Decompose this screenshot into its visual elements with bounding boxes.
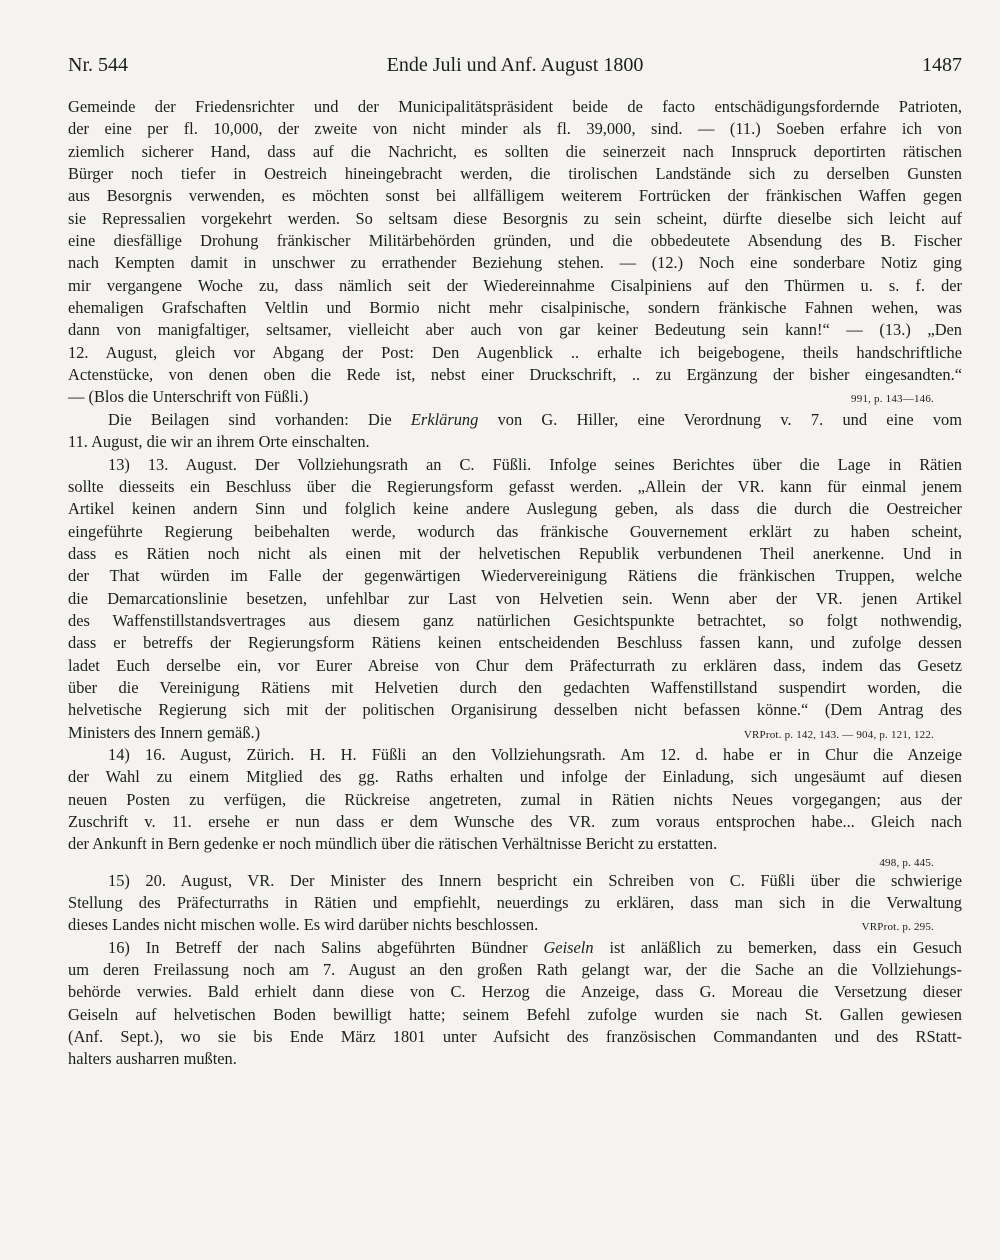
text-line: halters ausharren mußten. [68, 1049, 237, 1069]
text-line: dass es Rätien noch nicht als einen mit der helvetischen Republik verbundenen Theil anerkenne. Und in [68, 543, 962, 563]
text-line: der Wahl zu einem Mitglied des gg. Raths erhalten und infolge der Einladung, sich ungesäumt auf diesen [68, 767, 962, 787]
text-line: Geiseln auf helvetischen Boden bewilligt hatte; seinem Befehl zufolge wurden sie nach St. Gallen gewiesen [68, 1004, 962, 1024]
paragraph-end-with-reference [68, 722, 962, 744]
text-line: Ministers des Innern gemäß.) [68, 722, 261, 742]
text-line: dann von manigfaltiger, seltsamer, vielleicht aber auch von gar keiner Bedeutung sein kann!“ — (13.) „Den [68, 320, 962, 340]
italic-term: Geiseln [543, 937, 594, 957]
text-line: Actenstücke, von denen oben die Rede ist, nebst einer Druckschrift, .. zu Ergänzung der bisher eingesandten.“ [68, 365, 962, 385]
text-line: (Anf. Sept.), wo sie bis Ende März 1801 unter Aufsicht des französischen Commandanten und des RStatt- [68, 1027, 962, 1047]
text-line: des Waffenstillstandsvertrages aus diesem ganz natürlichen Gesichtspunkte betrachtet, so folgt nothwendig, [68, 610, 962, 630]
text-line: behörde verwies. Bald erhielt dann diese von C. Herzog die Anzeige, dass G. Moreau die Versetzung dieser [68, 982, 962, 1002]
text-line: die Demarcationslinie besetzen, unfehlbar zur Last von Helvetien sein. Wenn aber der VR. jenen Artikel [68, 588, 962, 608]
text-line: aus Besorgnis verwenden, es möchten sonst bei allfälligem weiterem Fortrücken der fränkischen Waffen gegen [68, 186, 962, 206]
page-number: 1487 [922, 54, 962, 76]
italic-term: Erklärung [410, 409, 479, 429]
paragraph-end-with-reference [68, 386, 962, 408]
text-line: helvetische Regierung sich mit der politischen Organisirung desselben nicht befassen könne.“ (Dem Antrag des [68, 700, 962, 720]
text-line [68, 409, 962, 431]
source-reference-text: 498, p. 445. [879, 856, 934, 869]
text-line: Zuschrift v. 11. ersehe er nun dass er dem Wunsche des VR. zum voraus entsprochen habe... Gleich nach [68, 812, 962, 831]
text-line: Stellung des Präfecturraths in Rätien und empfiehlt, neuerdings zu erklären, dass man sich in die Verwaltung [68, 893, 962, 913]
text-line: dieses Landes nicht mischen wolle. Es wird darüber nichts beschlossen. [68, 915, 539, 935]
text-line: — (Blos die Unterschrift von Füßli.) [68, 387, 309, 407]
text-segment: 16) In Betreff der nach Salins abgeführten Bündner [108, 937, 544, 957]
text-line: Gemeinde der Friedensrichter und der Municipalitätspräsident beide de facto entschädigungsfordernde Patrioten, [68, 97, 962, 116]
text-line: sie Repressalien vorgekehrt werden. So seltsam diese Besorgnis zu sein scheint, dürfte dieselbe sich leicht auf [68, 208, 962, 228]
text-line: Bürger noch tiefer in Oestreich hineingebracht werden, die tirolischen Landstände sich zu derselben Gunsten [68, 164, 962, 184]
text-line: dass er betreffs der Regierungsform Rätiens keinen entscheidenden Beschluss fassen kann, und zufolge dessen [68, 633, 962, 653]
text-line: um deren Freilassung noch am 7. August an den großen Rath gelangt war, der die Sache an die Vollziehungs- [68, 960, 962, 980]
source-reference [68, 856, 962, 870]
text-line: 11. August, die wir an ihrem Orte einschalten. [68, 432, 370, 452]
text-segment: Die Beilagen sind vorhanden: Die [108, 409, 411, 429]
body-text [68, 96, 962, 1071]
entry-16-heading-line [68, 937, 962, 959]
running-title: Ende Juli und Anf. August 1800 [386, 54, 644, 76]
text-line: über die Vereinigung Rätiens mit Helvetien durch den gedachten Waffenstillstand suspendirt worden, die [68, 677, 962, 697]
text-line: 12. August, gleich vor Abgang der Post: Den Augenblick .. erhalte ich beigebogene, theils handschriftliche [68, 342, 962, 362]
paragraph-end-with-reference [68, 914, 962, 936]
text-line: ladet Euch derselbe ein, vor Eurer Abreise von Chur dem Präfecturrath zu erklären dass, indem das Gesetz [68, 655, 962, 675]
text-line: ehemaligen Grafschaften Veltlin und Bormio nicht mehr cisalpinische, sondern fränkische Fahnen wehen, was [68, 298, 962, 318]
text-segment: ist anläßlich zu bemerken, dass ein Gesuch [593, 937, 962, 957]
text-line: der Ankunft in Bern gedenke er noch mündlich über die rätischen Verhältnisse Bericht zu erstatten. [68, 834, 718, 854]
text-line: der That würden im Falle der gegenwärtigen Wiedervereinigung Rätiens die fränkischen Truppen, welche [68, 566, 962, 586]
document-number: Nr. 544 [68, 54, 128, 76]
text-segment: von G. Hiller, eine Verordnung v. 7. und eine vom [478, 409, 962, 429]
source-reference: 991, p. 143—146. [851, 393, 934, 406]
text-line: ziemlich sicherer Hand, dass auf die Nachricht, es sollten die seinerzeit nach Innspruck deportirten rätischen [68, 141, 962, 161]
source-reference: VRProt. p. 142, 143. — 904, p. 121, 122. [743, 728, 934, 741]
entry-15-heading-line: 15) 20. August, VR. Der Minister des Innern bespricht ein Schreiben von C. Füßli über die schwierige [108, 870, 962, 890]
text-line: eine diesfällige Drohung fränkischer Militärbehörden gründen, und die obbedeutete Absendung des B. Fischer [68, 231, 962, 251]
page-header [68, 54, 962, 88]
text-line: Artikel keinen andern Sinn und folglich keine andere Auslegung geben, als dass die durch die Oestreicher [68, 499, 962, 519]
text-line: der eine per fl. 10,000, der zweite von nicht minder als fl. 39,000, sind. — (11.) Soeben erfahre ich von [68, 119, 962, 139]
text-line: sollte diesseits ein Beschluss über die Regierungsform gefasst werden. „Allein der VR. kann für einmal jenem [68, 476, 962, 496]
text-line: eingeführte Regierung beibehalten werde, wodurch das fränkische Gouvernement erklärt zu haben scheint, [68, 521, 962, 541]
text-line: mir vergangene Woche zu, dass nämlich seit der Wiedereinnahme Cisalpiniens auf den Thürmen u. s. f. der [68, 275, 962, 295]
entry-14-heading-line: 14) 16. August, Zürich. H. H. Füßli an den Vollziehungsrath. Am 12. d. habe er in Chur die Anzeige [108, 744, 962, 764]
entry-13-heading-line: 13) 13. August. Der Vollziehungsrath an C. Füßli. Infolge seines Berichtes über die Lage in Rätien [108, 454, 962, 474]
source-reference: VRProt. p. 295. [861, 921, 934, 934]
text-line: neuen Posten zu verfügen, die Rückreise angetreten, zumal in Rätien nichts Neues vorgegangen; aus der [68, 789, 962, 809]
text-line: nach Kempten damit in unschwer zu errathender Beziehung stehen. — (12.) Noch eine sonderbare Notiz ging [68, 253, 962, 273]
